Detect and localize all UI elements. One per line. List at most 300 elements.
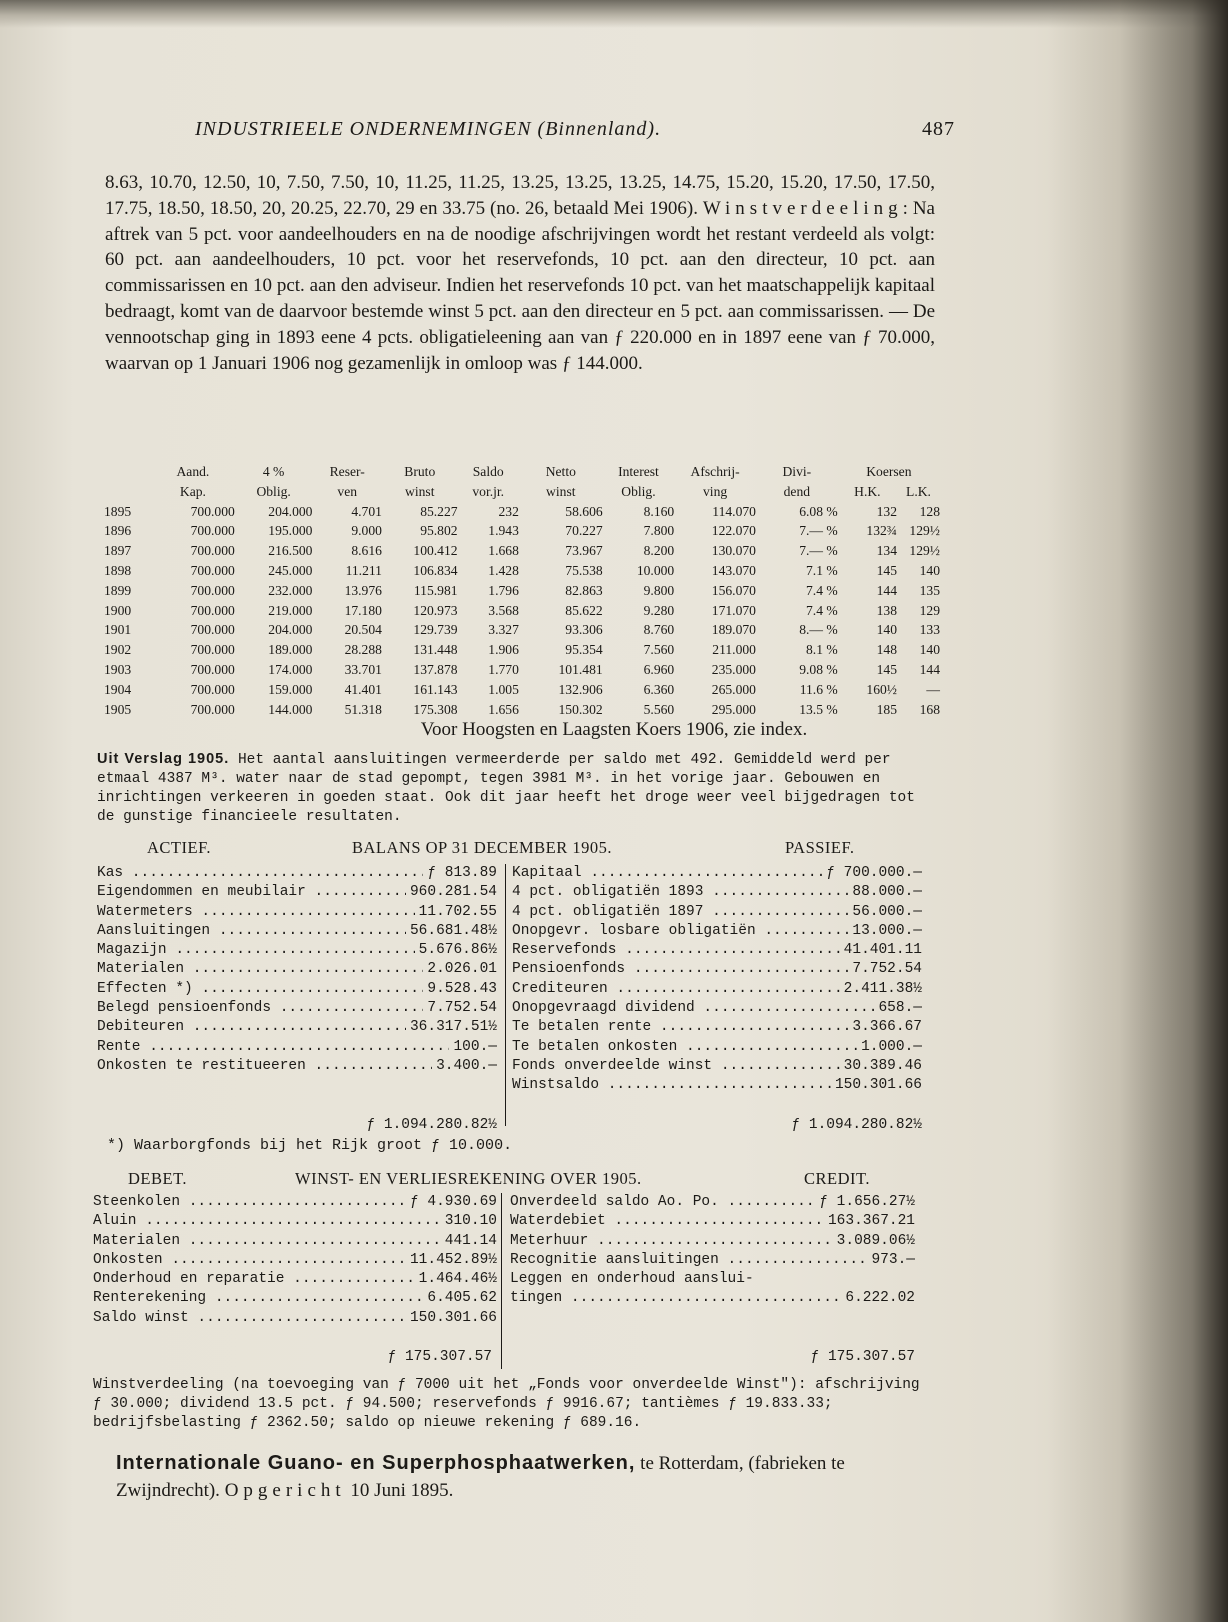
stats-header-cell: Bruto	[404, 464, 436, 479]
passief-row	[512, 980, 922, 999]
stats-row	[104, 700, 940, 720]
actief-row-amount: 3.400.—	[436, 1057, 497, 1074]
stats-cell: 132.906	[558, 681, 603, 697]
stats-body	[104, 502, 940, 720]
debet-list	[93, 1193, 497, 1328]
stats-cell: 138	[876, 602, 897, 618]
stats-row	[104, 640, 940, 660]
stats-header-cell: L.K.	[906, 483, 931, 499]
stats-cell: 75.538	[565, 562, 603, 578]
debet-row	[93, 1270, 497, 1289]
actief-row-amount: 5.676.86½	[418, 942, 497, 959]
passief-row-amount: 7.752.54	[852, 961, 922, 978]
winst-total-right: ƒ 175.307.57	[810, 1349, 915, 1365]
actief-row	[97, 883, 497, 902]
debet-row-label: Aluin .....	[93, 1212, 441, 1231]
balans-total-right: ƒ 1.094.280.82½	[791, 1117, 922, 1133]
stats-cell: 175.308	[413, 701, 458, 717]
header-title: INDUSTRIEELE ONDERNEMINGEN (Binnenland).	[195, 118, 662, 140]
stats-cell: 232	[498, 503, 519, 519]
credit-row	[510, 1289, 915, 1308]
actief-row-amount: 9.528.43	[427, 980, 497, 997]
stats-cell: 700.000	[190, 582, 235, 598]
stats-table	[104, 462, 940, 719]
actief-row-amount: 11.702.55	[418, 903, 497, 920]
stats-cell: 6.08 %	[799, 503, 838, 519]
actief-row	[97, 941, 497, 960]
actief-row-amount: 100.—	[453, 1038, 497, 1055]
passief-list	[512, 864, 922, 1096]
actief-row-label: Kas .....	[97, 864, 423, 883]
passief-row-label: Onopgevr. losbare obligatiën .....	[512, 922, 848, 941]
stats-cell: 204.000	[268, 622, 313, 638]
stats-year-cell: 1900	[104, 602, 132, 618]
credit-row-amount: 3.089.06½	[836, 1232, 915, 1249]
actief-row-amount: 960.281.54	[409, 884, 497, 901]
stats-cell: 106.834	[413, 562, 458, 578]
stats-cell: 171.070	[711, 602, 756, 618]
debet-row-amount: 6.405.62	[427, 1290, 497, 1307]
next-entry-paragraph: Internationale Guano- en Superphosphaatwerken, te Rotterdam, (fabrieken te Zwijndrecht). Opgericht 10 Juni 1895.	[116, 1452, 845, 1501]
stats-cell: 120.973	[413, 602, 458, 618]
stats-cell: 148	[876, 642, 897, 658]
stats-header-cell: ving	[703, 483, 728, 499]
stats-cell: 3.327	[488, 622, 519, 638]
stats-cell: 174.000	[268, 661, 313, 677]
stats-cell: 11.6 %	[799, 681, 838, 697]
stats-cell: 1.005	[488, 681, 519, 697]
credit-row-label: Leggen en onderhoud aanslui-	[510, 1271, 754, 1288]
stats-cell: 145	[876, 661, 897, 677]
credit-row-amount	[911, 1270, 915, 1289]
balans-total-left: ƒ 1.094.280.82½	[366, 1117, 497, 1133]
stats-year-cell: 1896	[104, 523, 132, 539]
debet-row	[93, 1232, 497, 1251]
stats-cell: 8.616	[351, 543, 382, 559]
page-number: 487	[922, 118, 955, 140]
stats-cell: 144	[919, 661, 940, 677]
passief-row-label: Winstsaldo .....	[512, 1076, 831, 1095]
winstverdeeling-paragraph: Winstverdeeling (na toevoeging van ƒ 7000 uit het „Fonds voor onverdeelde Winst"): afschrijving ƒ 30.000; dividend 13.5 pct. ƒ 94.500; reservefonds ƒ 9916.67; tantièmes ƒ 19.833.33; bedrijfsbelasting ƒ 2362.50; saldo op nieuwe rekening ƒ 689.16.	[93, 1377, 920, 1431]
debet-heading: DEBET.	[128, 1169, 188, 1188]
stats-header-cell: Reser-	[329, 464, 365, 479]
stats-cell: —	[926, 681, 940, 697]
debet-row	[93, 1212, 497, 1231]
koers-note: Voor Hoogsten en Laagsten Koers 1906, zie index.	[420, 719, 808, 740]
stats-cell: 168	[919, 701, 940, 717]
debet-row-amount: 441.14	[444, 1232, 497, 1249]
credit-row	[510, 1193, 915, 1212]
actief-row-label: Onkosten te restitueeren .....	[97, 1057, 432, 1076]
passief-row	[512, 1057, 922, 1076]
stats-cell: 235.000	[711, 661, 756, 677]
passief-row-label: Te betalen rente .....	[512, 1018, 848, 1037]
stats-cell: 145	[876, 562, 897, 578]
passief-row-amount: 56.000.—	[852, 903, 922, 920]
stats-cell: 161.143	[413, 681, 458, 697]
passief-row-label: 4 pct. obligatiën 1893 .....	[512, 883, 848, 902]
stats-cell: 700.000	[190, 622, 235, 638]
stats-cell: 13.5 %	[799, 701, 838, 717]
stats-cell: 8.760	[643, 622, 675, 638]
stats-cell: 189.070	[711, 622, 756, 638]
credit-row-amount: 6.222.02	[845, 1290, 915, 1307]
passief-row-label: Onopgevraagd dividend .....	[512, 999, 874, 1018]
stats-cell: 129	[919, 602, 940, 618]
stats-cell: 114.070	[712, 503, 756, 519]
debet-row-label: Onkosten .....	[93, 1251, 406, 1270]
actief-row-amount: 56.681.48½	[409, 922, 497, 939]
stats-cell: 700.000	[190, 602, 235, 618]
stats-header-cell: Netto	[545, 464, 576, 479]
actief-row-label: Effecten *) .....	[97, 980, 423, 999]
stats-cell: 8.1 %	[806, 642, 838, 658]
stats-cell: 20.504	[344, 622, 382, 638]
stats-row	[104, 581, 940, 601]
next-entry-name: Internationale Guano- en Superphosphaatwerken,	[116, 1452, 636, 1474]
stats-header-cell	[104, 482, 151, 502]
stats-cell: 132	[876, 503, 897, 519]
stats-header-cell: winst	[546, 483, 576, 499]
debet-row-amount: ƒ 4.930.69	[409, 1194, 497, 1210]
stats-cell: 129½	[909, 523, 940, 539]
stats-cell: 700.000	[190, 681, 235, 697]
passief-row-amount: 88.000.—	[852, 884, 922, 901]
stats-cell: 130.070	[711, 543, 756, 559]
credit-heading: CREDIT.	[804, 1169, 870, 1188]
stats-cell: 82.863	[565, 582, 603, 598]
actief-row	[97, 960, 497, 979]
balans-footnote: *) Waarborgfonds bij het Rijk groot ƒ 10.000.	[107, 1137, 513, 1154]
stats-header-cell	[104, 462, 151, 482]
passief-row-label: Kapitaal .....	[512, 864, 822, 883]
credit-row-label: Waterdebiet .....	[510, 1212, 824, 1231]
stats-cell: 132¾	[866, 523, 897, 539]
stats-row	[104, 502, 940, 522]
stats-cell: 156.070	[711, 582, 756, 598]
credit-row	[510, 1212, 915, 1231]
stats-cell: 143.070	[711, 562, 756, 578]
stats-cell: 700.000	[190, 701, 235, 717]
passief-row-label: 4 pct. obligatiën 1897 .....	[512, 903, 848, 922]
credit-list	[510, 1193, 915, 1309]
stats-header-cell: Interest	[618, 464, 659, 479]
passief-row	[512, 922, 922, 941]
stats-year-cell: 1898	[104, 562, 132, 578]
stats-cell: 6.960	[643, 661, 675, 677]
stats-header-cell: Kap.	[179, 483, 206, 499]
stats-cell: 700.000	[190, 503, 235, 519]
winst-total-left: ƒ 175.307.57	[387, 1349, 492, 1365]
debet-row-label: Steenkolen .....	[93, 1193, 406, 1212]
running-header	[195, 118, 955, 148]
stats-cell: 11.211	[345, 562, 382, 578]
stats-cell: 4.701	[351, 503, 382, 519]
stats-header-cell: vor.jr.	[472, 483, 505, 499]
spaced-word-opgericht: Opgericht	[224, 1480, 346, 1501]
stats-cell: 41.401	[344, 681, 382, 697]
stats-year-cell: 1895	[104, 503, 132, 519]
stats-cell: 70.227	[565, 523, 603, 539]
stats-cell: 700.000	[190, 562, 235, 578]
passief-row-amount: 1.000.—	[861, 1038, 922, 1055]
stats-year-cell: 1904	[104, 681, 132, 697]
actief-row	[97, 1038, 497, 1057]
stats-row	[104, 680, 940, 700]
stats-cell: 10.000	[636, 562, 675, 578]
actief-row-amount: ƒ 813.89	[427, 865, 497, 881]
stats-cell: 122.070	[711, 523, 756, 539]
stats-cell: 7.— %	[799, 543, 838, 559]
passief-row-label: Pensioenfonds .....	[512, 960, 848, 979]
stats-cell: 144.000	[268, 701, 313, 717]
stats-row	[104, 521, 940, 541]
stats-cell: 115.981	[413, 582, 458, 598]
stats-cell: 8.200	[643, 543, 675, 559]
passief-row-amount: 30.389.46	[843, 1057, 922, 1074]
stats-cell: 160½	[866, 681, 897, 697]
stats-cell: 1.656	[488, 701, 519, 717]
credit-row	[510, 1251, 915, 1270]
stats-header-cell: winst	[405, 483, 435, 499]
stats-cell: 131.448	[413, 642, 458, 658]
stats-cell: 135	[919, 582, 940, 598]
balans-title: BALANS OP 31 DECEMBER 1905.	[352, 838, 612, 857]
credit-row-label: Onverdeeld saldo Ao. Po. .....	[510, 1193, 815, 1212]
stats-cell: 232.000	[268, 582, 313, 598]
actief-row-label: Rente .....	[97, 1038, 449, 1057]
stats-cell: 73.967	[565, 543, 603, 559]
stats-cell: 1.668	[488, 543, 519, 559]
stats-cell: 150.302	[558, 701, 603, 717]
debet-row-amount: 150.301.66	[409, 1309, 497, 1326]
stats-cell: 133	[919, 622, 940, 638]
actief-row-label: Magazijn .....	[97, 941, 415, 960]
stats-cell: 1.943	[488, 523, 519, 539]
credit-row	[510, 1270, 915, 1289]
credit-row-amount: 973.—	[871, 1251, 915, 1268]
passief-row-amount: 658.—	[878, 1000, 922, 1017]
stats-header-cell: Afschrij-	[690, 464, 740, 479]
stats-cell: 8.— %	[799, 622, 838, 638]
stats-cell: 137.878	[413, 661, 458, 677]
passief-row-label: Fonds onverdeelde winst .....	[512, 1057, 840, 1076]
passief-row	[512, 999, 922, 1018]
stats-header-cell: 4 %	[262, 464, 285, 479]
debet-row	[93, 1251, 497, 1270]
actief-row	[97, 864, 497, 883]
stats-cell: 700.000	[190, 523, 235, 539]
stats-cell: 7.— %	[799, 523, 838, 539]
stats-cell: 185	[876, 701, 897, 717]
stats-cell: 7.800	[643, 523, 675, 539]
stats-cell: 189.000	[268, 642, 313, 658]
debet-row	[93, 1289, 497, 1308]
verslag-text: Het aantal aansluitingen vermeerderde per saldo met 492. Gemiddeld werd per etmaal 4387 M³. water naar de stad gepompt, tegen 3981 M³. in het vorige jaar. Gebouwen en inrichtingen verkeeren in goeden staat. Ook dit jaar heeft het droge weer veel bijgedragen tot de gunstige financieele resultaten.	[97, 752, 915, 825]
stats-row	[104, 620, 940, 640]
stats-cell: 204.000	[268, 503, 313, 519]
stats-cell: 700.000	[190, 642, 235, 658]
stats-cell: 216.500	[268, 543, 313, 559]
credit-row-amount: 163.367.21	[827, 1213, 915, 1230]
debet-row-label: Materialen .....	[93, 1232, 441, 1251]
debet-row-amount: 310.10	[444, 1213, 497, 1230]
debet-row-label: Onderhoud en reparatie .....	[93, 1270, 415, 1289]
stats-header-cell: Aand.	[176, 464, 210, 479]
stats-cell: 9.280	[643, 602, 675, 618]
actief-row-label: Belegd pensioenfonds .....	[97, 999, 423, 1018]
passief-row-label: Reservefonds .....	[512, 941, 840, 960]
stats-row	[104, 660, 940, 680]
stats-cell: 6.360	[643, 681, 675, 697]
balans-divider	[505, 864, 506, 1126]
stats-header-row-2	[104, 482, 940, 502]
debet-row-label: Saldo winst .....	[93, 1309, 406, 1328]
passief-heading: PASSIEF.	[785, 838, 855, 857]
page-top-edge	[0, 0, 1228, 28]
stats-row	[104, 601, 940, 621]
winst-title: WINST- EN VERLIESREKENING OVER 1905.	[295, 1169, 642, 1188]
stats-header-row-1	[104, 462, 940, 482]
winst-divider	[501, 1193, 502, 1369]
stats-cell: 700.000	[190, 661, 235, 677]
passief-row-amount: 3.366.67	[852, 1019, 922, 1036]
stats-cell: 140	[919, 642, 940, 658]
stats-cell: 1.906	[488, 642, 519, 658]
stats-year-cell: 1897	[104, 543, 132, 559]
actief-row	[97, 1018, 497, 1037]
actief-row-label: Debiteuren .....	[97, 1018, 406, 1037]
stats-cell: 1.796	[488, 582, 519, 598]
stats-cell: 93.306	[565, 622, 603, 638]
verslag-label: Uit Verslag 1905.	[97, 751, 230, 767]
stats-row	[104, 541, 940, 561]
actief-row-label: Aansluitingen .....	[97, 922, 406, 941]
actief-row	[97, 1057, 497, 1076]
actief-row	[97, 980, 497, 999]
actief-row	[97, 903, 497, 922]
stats-header-cell: ven	[337, 483, 358, 499]
debet-row-label: Renterekening .....	[93, 1289, 423, 1308]
stats-cell: 95.354	[565, 642, 603, 658]
stats-year-cell: 1902	[104, 642, 132, 658]
stats-cell: 9.000	[351, 523, 382, 539]
stats-cell: 8.160	[643, 503, 675, 519]
actief-row	[97, 999, 497, 1018]
stats-header-cell: Oblig.	[621, 483, 656, 499]
passief-row	[512, 960, 922, 979]
actief-row	[97, 922, 497, 941]
stats-year-cell: 1905	[104, 701, 132, 717]
stats-cell: 129½	[909, 543, 940, 559]
stats-cell: 9.800	[643, 582, 675, 598]
credit-row-label: tingen .....	[510, 1289, 841, 1308]
passief-row-amount: ƒ 700.000.—	[826, 865, 922, 881]
actief-row-label: Materialen .....	[97, 960, 423, 979]
stats-cell: 7.4 %	[806, 602, 838, 618]
passief-row	[512, 883, 922, 902]
debet-row	[93, 1309, 497, 1328]
actief-row-label: Eigendommen en meubilair .....	[97, 883, 406, 902]
stats-row	[104, 561, 940, 581]
debet-row-amount: 11.452.89½	[409, 1251, 497, 1268]
stats-cell: 140	[919, 562, 940, 578]
passief-row	[512, 1038, 922, 1057]
stats-cell: 101.481	[558, 661, 603, 677]
credit-row	[510, 1232, 915, 1251]
stats-cell: 9.08 %	[799, 661, 838, 677]
actief-row-amount: 2.026.01	[427, 961, 497, 978]
passief-row-label: Te betalen onkosten .....	[512, 1038, 857, 1057]
actief-row-amount: 36.317.51½	[409, 1019, 497, 1036]
stats-header-cell: Koersen	[866, 464, 912, 479]
stats-cell: 7.560	[643, 642, 675, 658]
stats-cell: 85.227	[420, 503, 458, 519]
stats-cell: 51.318	[344, 701, 382, 717]
stats-cell: 95.802	[420, 523, 458, 539]
stats-cell: 129.739	[413, 622, 458, 638]
stats-cell: 134	[876, 543, 897, 559]
verslag-paragraph	[97, 750, 927, 827]
debet-row-amount: 1.464.46½	[418, 1271, 497, 1288]
credit-row-label: Recognitie aansluitingen .....	[510, 1251, 867, 1270]
spaced-word-winstverdeeling: Winstverdeeling	[702, 197, 903, 219]
actief-row-label: Watermeters .....	[97, 903, 415, 922]
credit-row-label: Meterhuur .....	[510, 1232, 833, 1251]
stats-header-cell: Saldo	[472, 464, 504, 479]
stats-header-cell: Oblig.	[256, 483, 291, 499]
stats-cell: 195.000	[268, 523, 313, 539]
passief-row-label: Crediteuren .....	[512, 980, 840, 999]
stats-cell: 13.976	[344, 582, 382, 598]
stats-cell: 265.000	[711, 681, 756, 697]
passief-row	[512, 1018, 922, 1037]
debet-row	[93, 1193, 497, 1212]
stats-cell: 1.770	[488, 661, 519, 677]
stats-cell: 144	[876, 582, 897, 598]
passief-row	[512, 1076, 922, 1095]
stats-cell: 1.428	[488, 562, 519, 578]
actief-heading: ACTIEF.	[147, 838, 212, 857]
stats-cell: 3.568	[488, 602, 519, 618]
stats-header-cell: Divi-	[782, 464, 812, 479]
stats-cell: 245.000	[268, 562, 313, 578]
stats-year-cell: 1903	[104, 661, 132, 677]
passief-row	[512, 941, 922, 960]
stats-header-cell: dend	[783, 483, 811, 499]
actief-list	[97, 864, 497, 1076]
passief-row-amount: 13.000.—	[852, 922, 922, 939]
stats-year-cell: 1899	[104, 582, 132, 598]
passief-row	[512, 864, 922, 883]
stats-cell: 219.000	[268, 602, 313, 618]
stats-cell: 700.000	[190, 543, 235, 559]
stats-cell: 100.412	[413, 543, 458, 559]
stats-cell: 159.000	[268, 681, 313, 697]
stats-cell: 85.622	[565, 602, 603, 618]
passief-row-amount: 150.301.66	[834, 1077, 922, 1094]
stats-cell: 17.180	[344, 602, 382, 618]
intro-paragraph: 8.63, 10.70, 12.50, 10, 7.50, 7.50, 10, 11.25, 11.25, 13.25, 13.25, 13.25, 14.75, 15.20, 15.20, 17.50, 17.50, 17.75, 18.50, 18.50, 20, 20.25, 22.70, 29 en 33.75 (no. 26, betaald Mei 1906). Winstverdeeling: Na aftrek van 5 pct. voor aandeelhouders en na de noodige afschrijvingen wordt het restant verdeeld als volgt: 60 pct. aan aandeelhouders, 10 pct. voor het reservefonds, 10 pct. aan den directeur, 10 pct. aan commissarissen en 10 pct. aan den adviseur. Indien het reservefonds 10 pct. van het maatschappelijk kapitaal bedraagt, komt van de daarvoor bestemde winst 5 pct. aan den directeur en 5 pct. aan commissarissen. — De vennootschap ging in 1893 eene 4 pcts. obligatieleening aan van ƒ 220.000 en in 1897 eene van ƒ 70.000, waarvan op 1 Januari 1906 nog gezamenlijk in omloop was ƒ 144.000.	[105, 172, 935, 374]
stats-header-cell: H.K.	[854, 483, 881, 499]
stats-cell: 33.701	[344, 661, 382, 677]
stats-cell: 7.1 %	[806, 562, 838, 578]
stats-cell: 140	[876, 622, 897, 638]
stats-cell: 295.000	[711, 701, 756, 717]
passief-row-amount: 2.411.38½	[843, 980, 922, 997]
stats-year-cell: 1901	[104, 622, 132, 638]
stats-cell: 128	[919, 503, 940, 519]
